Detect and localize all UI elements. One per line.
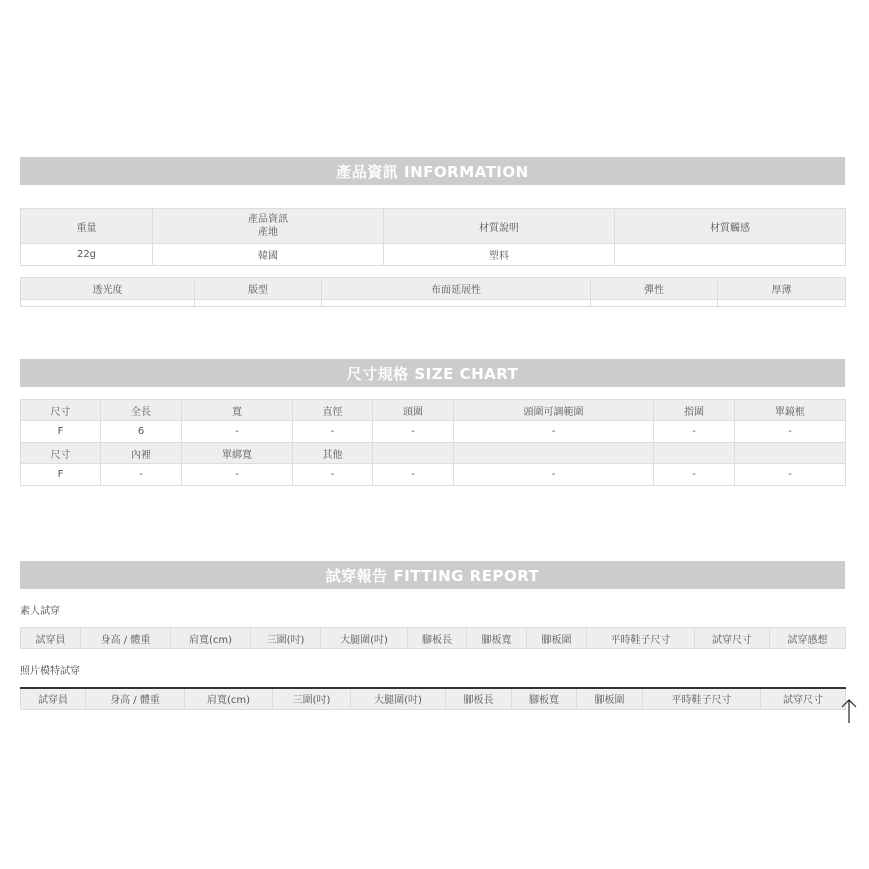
model-fitting-table	[20, 687, 846, 710]
thigh-header: 大腿圍(吋)	[321, 628, 408, 649]
head-adjustable-range-cell: -	[454, 421, 654, 443]
fitting-report-section-title: 試穿報告 FITTING REPORT	[20, 561, 845, 589]
size-header-2: 尺寸	[21, 443, 101, 464]
head-circumference-cell: -	[373, 421, 454, 443]
amateur-fitting-label: 素人試穿	[20, 606, 60, 617]
header-thickness: 厚薄	[718, 278, 846, 300]
foot-length-header: 腳板長	[408, 628, 467, 649]
other-header: 其他	[293, 443, 373, 464]
value-cell: -	[654, 464, 735, 486]
header-weight: 重量	[21, 209, 153, 244]
size-header-row-1	[21, 400, 846, 421]
header-product-origin	[153, 209, 384, 244]
head-adjustable-range-header: 頭圍可調範圍	[454, 400, 654, 421]
diameter-header: 直徑	[293, 400, 373, 421]
foot-length-header: 腳板長	[446, 688, 512, 709]
strap-width-header: 單綁寬	[182, 443, 293, 464]
fabric-info-table	[20, 277, 846, 307]
length-cell: 6	[101, 421, 182, 443]
foot-width-header: 腳板寬	[512, 688, 577, 709]
header-product-info: 產品資訊	[248, 214, 288, 225]
strap-width-cell: -	[182, 464, 293, 486]
amateur-fitting-header-row	[21, 628, 846, 649]
scroll-to-top-button[interactable]	[838, 698, 860, 724]
lining-cell: -	[101, 464, 182, 486]
other-cell: -	[293, 464, 373, 486]
size-row-2	[21, 464, 846, 486]
empty-header	[735, 443, 846, 464]
feedback-header: 試穿感想	[770, 628, 846, 649]
value-cell: -	[735, 464, 846, 486]
size-row-1	[21, 421, 846, 443]
measurements-header: 三圍(吋)	[273, 688, 351, 709]
empty-header	[373, 443, 454, 464]
cell-weight: 22g	[21, 244, 153, 266]
finger-circumference-cell: -	[654, 421, 735, 443]
empty-header	[654, 443, 735, 464]
single-lens-frame-cell: -	[735, 421, 846, 443]
product-info-table	[20, 208, 846, 266]
height-weight-header: 身高 / 體重	[81, 628, 171, 649]
tried-size-header: 試穿尺寸	[695, 628, 770, 649]
product-info-row	[21, 244, 846, 266]
head-circumference-header: 頭圍	[373, 400, 454, 421]
tester-header: 試穿員	[21, 688, 86, 709]
information-section-title: 產品資訊 INFORMATION	[20, 157, 845, 185]
header-elasticity: 彈性	[591, 278, 718, 300]
cell-origin: 韓國	[153, 244, 384, 266]
cell-fit	[195, 300, 322, 307]
size-cell: F	[21, 421, 101, 443]
value-cell: -	[373, 464, 454, 486]
diameter-cell: -	[293, 421, 373, 443]
height-weight-header: 身高 / 體重	[86, 688, 185, 709]
usual-shoe-size-header: 平時鞋子尺寸	[643, 688, 761, 709]
size-header: 尺寸	[21, 400, 101, 421]
foot-circumference-header: 腳板圍	[577, 688, 643, 709]
foot-width-header: 腳板寬	[467, 628, 527, 649]
product-info-header-row	[21, 209, 846, 244]
size-chart-section-title: 尺寸規格 SIZE CHART	[20, 359, 845, 387]
size-cell-2: F	[21, 464, 101, 486]
cell-transparency	[21, 300, 195, 307]
shoulder-width-header: 肩寬(cm)	[171, 628, 251, 649]
shoulder-width-header: 肩寬(cm)	[185, 688, 273, 709]
size-chart-table	[20, 399, 846, 486]
header-fit: 版型	[195, 278, 322, 300]
value-cell: -	[454, 464, 654, 486]
model-fitting-header-row	[21, 688, 846, 709]
header-transparency: 透光度	[21, 278, 195, 300]
width-cell: -	[182, 421, 293, 443]
header-material: 材質說明	[384, 209, 615, 244]
fabric-info-header-row	[21, 278, 846, 300]
model-fitting-label: 照片模特試穿	[20, 666, 80, 677]
thigh-header: 大腿圍(吋)	[351, 688, 446, 709]
foot-circumference-header: 腳板圍	[527, 628, 587, 649]
fabric-info-row	[21, 300, 846, 307]
usual-shoe-size-header: 平時鞋子尺寸	[587, 628, 695, 649]
tried-size-header: 試穿尺寸	[761, 688, 846, 709]
lining-header: 內裡	[101, 443, 182, 464]
cell-stretch	[322, 300, 591, 307]
amateur-fitting-table	[20, 627, 846, 649]
cell-material: 塑料	[384, 244, 615, 266]
header-stretch: 布面延展性	[322, 278, 591, 300]
single-lens-frame-header: 單鏡框	[735, 400, 846, 421]
header-material-feel: 材質觸感	[615, 209, 846, 244]
measurements-header: 三圍(吋)	[251, 628, 321, 649]
header-origin: 產地	[258, 227, 278, 238]
finger-circumference-header: 指圍	[654, 400, 735, 421]
cell-material-feel	[615, 244, 846, 266]
tester-header: 試穿員	[21, 628, 81, 649]
cell-elasticity	[591, 300, 718, 307]
empty-header	[454, 443, 654, 464]
cell-thickness	[718, 300, 846, 307]
length-header: 全長	[101, 400, 182, 421]
width-header: 寬	[182, 400, 293, 421]
size-header-row-2	[21, 443, 846, 464]
arrow-up-icon	[838, 698, 860, 724]
